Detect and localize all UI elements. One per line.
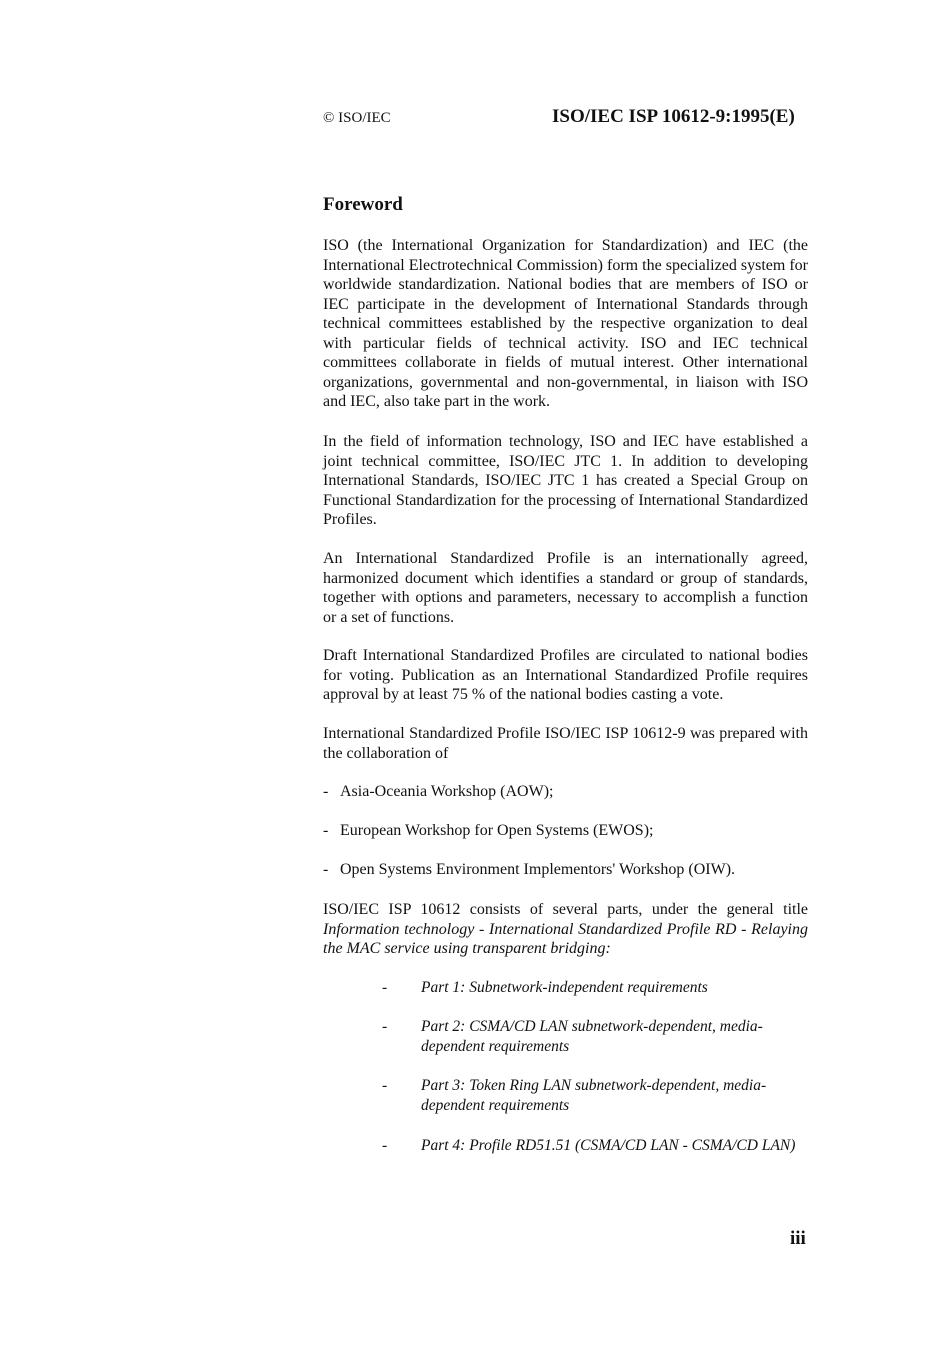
workshop-name: European Workshop for Open Systems (EWOS); xyxy=(340,822,654,839)
workshop-list-item xyxy=(323,860,808,880)
workshop-name: Asia-Oceania Workshop (AOW); xyxy=(340,783,554,800)
workshop-name: Open Systems Environment Implementors' Workshop (OIW). xyxy=(340,861,736,878)
paragraph-jtc1: In the field of information technology, ISO and IEC have established a joint technical committee, ISO/IEC JTC 1. In addition to developing International Standards, ISO/IEC JTC 1 has created a Special Group on Functional Standardization for the processing of International Standardized Profiles. xyxy=(323,433,808,528)
list-dash: - xyxy=(382,1077,388,1094)
part-list-item xyxy=(382,1136,802,1156)
part-list-item xyxy=(382,1076,802,1116)
paragraph-parts-intro xyxy=(323,900,808,959)
section-heading: Foreword xyxy=(323,194,403,215)
workshop-list-item xyxy=(323,782,808,802)
series-title: Information technology - International Standardized Profile RD - Relaying the MAC service using transparent bridging: xyxy=(323,920,808,957)
list-dash: - xyxy=(323,783,329,800)
page-number: iii xyxy=(790,1228,806,1249)
paragraph-voting: Draft International Standardized Profiles are circulated to national bodies for voting. Publication as an International Standardized Profile requires approval by at least 75 % of the national bodies casting a vote. xyxy=(323,647,808,703)
document-identifier: ISO/IEC ISP 10612-9:1995(E) xyxy=(552,106,795,127)
part-title: Part 1: Subnetwork-independent requirements xyxy=(421,979,708,996)
list-dash: - xyxy=(323,861,329,878)
list-dash: - xyxy=(382,1137,388,1154)
list-dash: - xyxy=(323,822,329,839)
copyright-header: © ISO/IEC xyxy=(323,110,391,126)
parts-intro-text: ISO/IEC ISP 10612 consists of several parts, under the general title xyxy=(323,901,808,918)
list-dash: - xyxy=(382,979,388,996)
paragraph-isp-definition: An International Standardized Profile is an internationally agreed, harmonized document which identifies a standard or group of standards, together with options and parameters, necessary to accomplish a function or a set of functions. xyxy=(323,550,808,626)
part-title: Part 2: CSMA/CD LAN subnetwork-dependent, media-dependent requirements xyxy=(421,1018,763,1055)
paragraph-collaboration: International Standardized Profile ISO/IEC ISP 10612-9 was prepared with the collaboration of xyxy=(323,725,808,762)
part-title: Part 4: Profile RD51.51 (CSMA/CD LAN - CSMA/CD LAN) xyxy=(421,1137,796,1154)
workshop-list-item xyxy=(323,821,808,841)
paragraph-iso-iec-intro: ISO (the International Organization for Standardization) and IEC (the International Electrotechnical Commission) form the specialized system for worldwide standardization. National bodies that are members of ISO or IEC participate in the development of International Standards through technical committees established by the respective organization to deal with particular fields of technical activity. ISO and IEC technical committees collaborate in fields of mutual interest. Other international organizations, governmental and non-governmental, in liaison with ISO and IEC, also take part in the work. xyxy=(323,237,808,410)
part-list-item xyxy=(382,978,802,998)
part-title: Part 3: Token Ring LAN subnetwork-dependent, media-dependent requirements xyxy=(421,1077,767,1114)
list-dash: - xyxy=(382,1018,388,1035)
part-list-item xyxy=(382,1017,802,1057)
